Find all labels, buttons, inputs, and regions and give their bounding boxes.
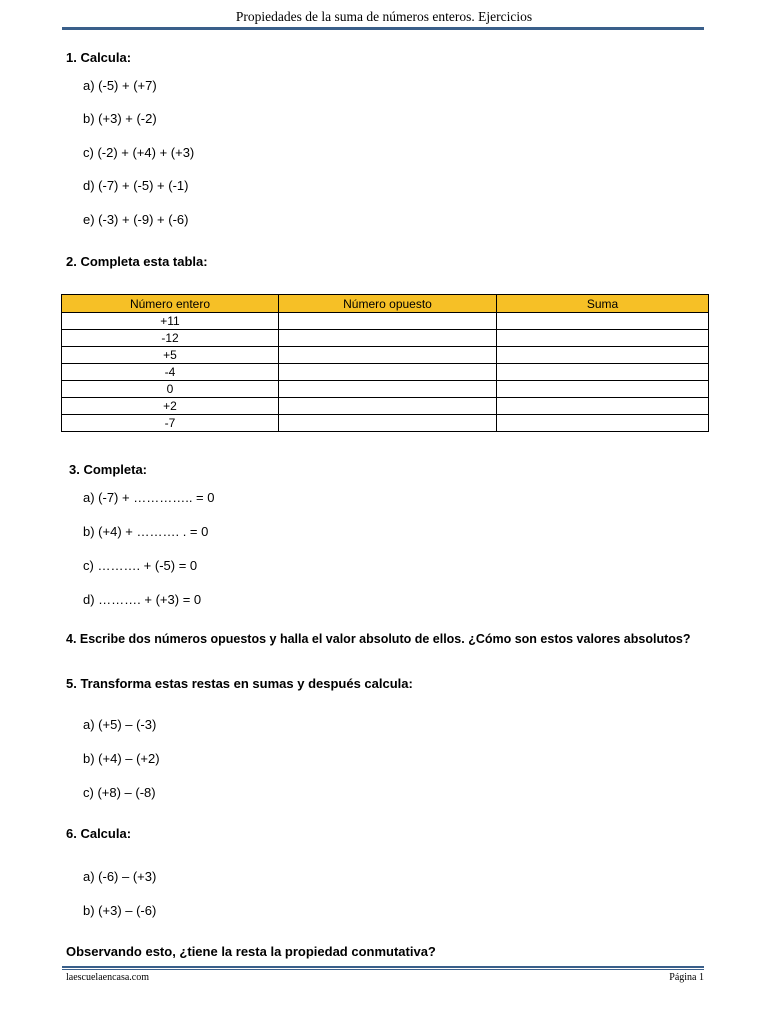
footer-rule-thin [62, 969, 704, 970]
column-header-integer: Número entero [62, 295, 279, 313]
question-1-item-e: e) (-3) + (-9) + (-6) [83, 212, 189, 227]
table-row [62, 313, 709, 330]
footer-page-number: Página 1 [669, 972, 704, 983]
opposite-cell[interactable] [279, 415, 497, 432]
integer-cell: 0 [62, 381, 279, 398]
question-6-item-a: a) (-6) – (+3) [83, 869, 157, 884]
opposite-cell[interactable] [279, 398, 497, 415]
page-header-title: Propiedades de la suma de números enteros. Ejercicios [235, 9, 533, 24]
question-6-item-b: b) (+3) – (-6) [83, 903, 157, 918]
sum-cell[interactable] [497, 398, 709, 415]
observation-question: Observando esto, ¿tiene la resta la propiedad conmutativa? [66, 944, 436, 959]
question-6-title: 6. Calcula: [66, 826, 132, 841]
column-header-opposite: Número opuesto [279, 295, 497, 313]
opposites-table [61, 294, 709, 432]
integer-cell: -7 [62, 415, 279, 432]
column-header-sum: Suma [497, 295, 709, 313]
question-3-item-c: c) ………. + (-5) = 0 [83, 558, 198, 573]
sum-cell[interactable] [497, 330, 709, 347]
footer-rule [62, 966, 704, 968]
opposite-cell[interactable] [279, 347, 497, 364]
question-1-item-b: b) (+3) + (-2) [83, 111, 157, 126]
table-row [62, 398, 709, 415]
question-1-item-a: a) (-5) + (+7) [83, 78, 157, 93]
sum-cell[interactable] [497, 347, 709, 364]
table-row [62, 330, 709, 347]
integer-cell: +2 [62, 398, 279, 415]
question-1-item-c: c) (-2) + (+4) + (+3) [83, 145, 195, 160]
integer-cell: -12 [62, 330, 279, 347]
integer-cell: +5 [62, 347, 279, 364]
question-3-item-d: d) ………. + (+3) = 0 [83, 592, 202, 607]
table-row [62, 415, 709, 432]
integer-cell: -4 [62, 364, 279, 381]
opposite-cell[interactable] [279, 330, 497, 347]
opposite-cell[interactable] [279, 364, 497, 381]
question-3-item-a: a) (-7) + ………….. = 0 [83, 490, 215, 505]
footer-site: laescuelaencasa.com [66, 972, 150, 983]
table-row [62, 347, 709, 364]
question-1-item-d: d) (-7) + (-5) + (-1) [83, 178, 189, 193]
sum-cell[interactable] [497, 415, 709, 432]
question-3-item-b: b) (+4) + ………. . = 0 [83, 524, 209, 539]
question-1-title: 1. Calcula: [66, 50, 132, 65]
table-header-row [62, 295, 709, 313]
question-5-item-c: c) (+8) – (-8) [83, 785, 156, 800]
sum-cell[interactable] [497, 381, 709, 398]
table-row [62, 381, 709, 398]
header-rule [62, 27, 704, 30]
opposite-cell[interactable] [279, 381, 497, 398]
sum-cell[interactable] [497, 364, 709, 381]
question-5-item-b: b) (+4) – (+2) [83, 751, 160, 766]
question-2-title: 2. Completa esta tabla: [66, 254, 208, 269]
opposite-cell[interactable] [279, 313, 497, 330]
question-5-title: 5. Transforma estas restas en sumas y después calcula: [66, 676, 413, 691]
sum-cell[interactable] [497, 313, 709, 330]
question-5-item-a: a) (+5) – (-3) [83, 717, 157, 732]
question-3-title: 3. Completa: [69, 462, 148, 477]
question-4-title: 4. Escribe dos números opuestos y halla el valor absoluto de ellos. ¿Cómo son estos valores absolutos? [66, 632, 691, 646]
integer-cell: +11 [62, 313, 279, 330]
table-row [62, 364, 709, 381]
